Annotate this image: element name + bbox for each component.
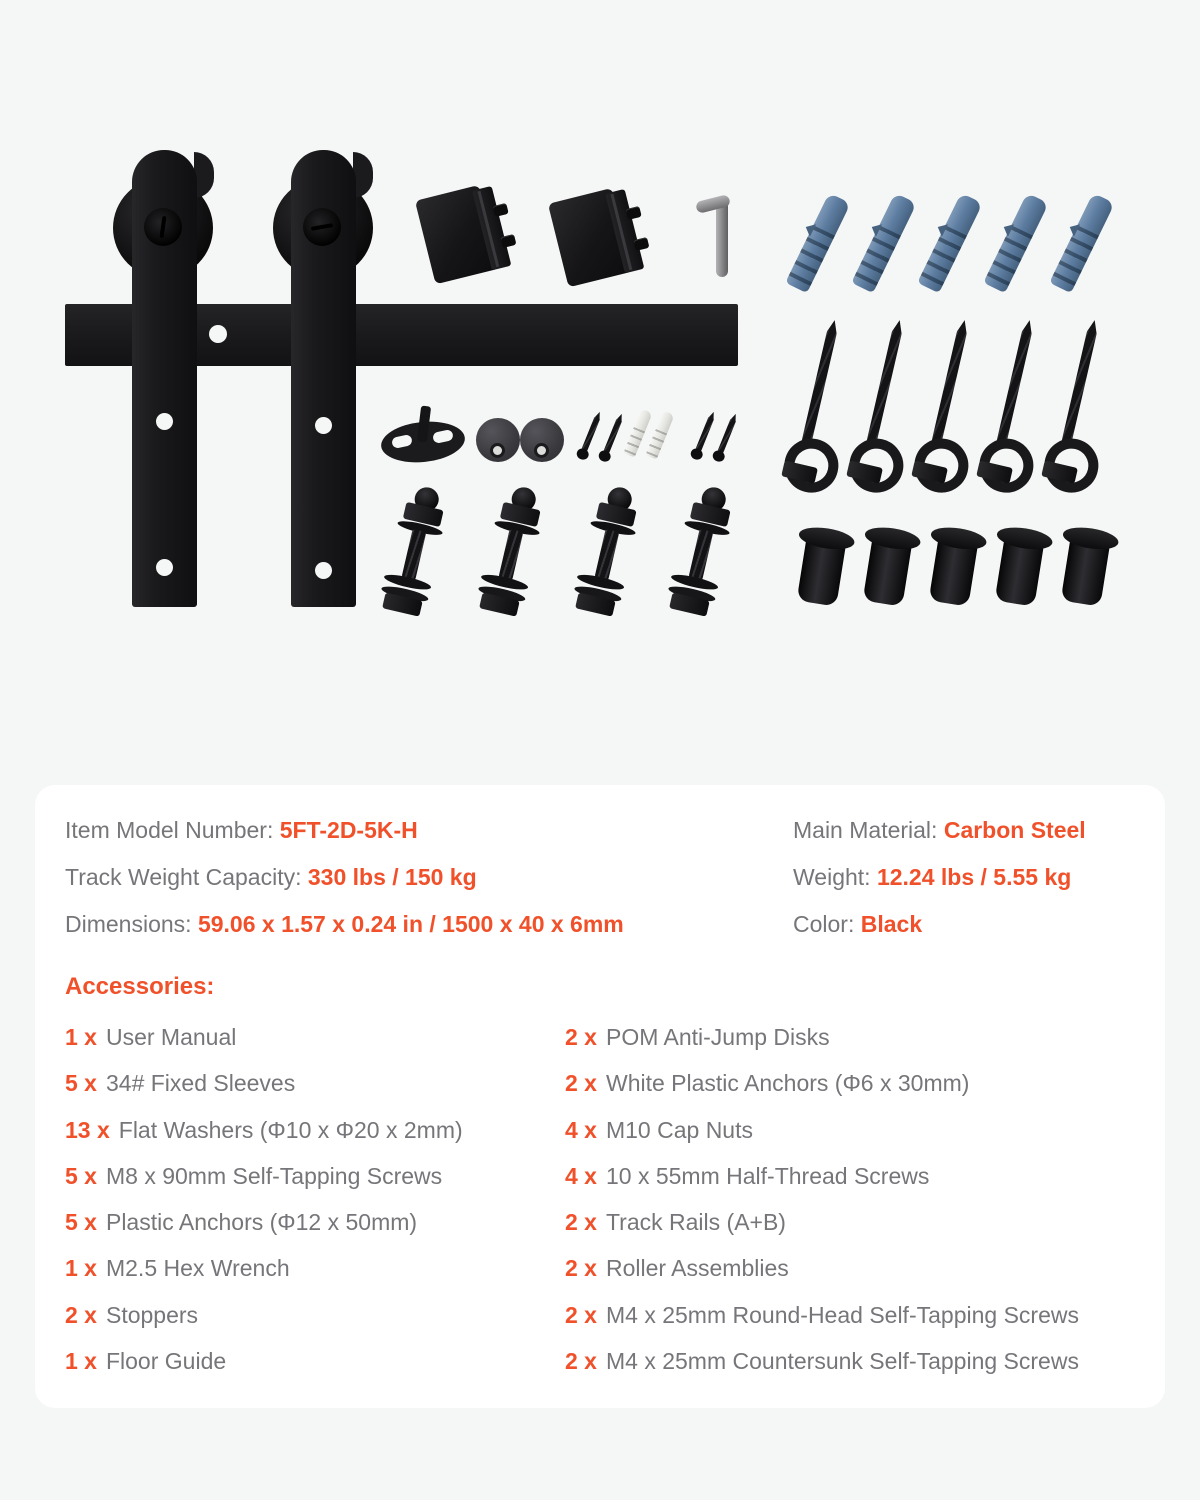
bolt-assembly-graphic [559, 480, 658, 621]
accessory-item: 5 x Plastic Anchors (Φ12 x 50mm) [65, 1209, 418, 1236]
spec-label: Item Model Number: [65, 817, 280, 843]
hanger-hook-icon [353, 152, 373, 198]
spec-value: 59.06 x 1.57 x 0.24 in / 1500 x 40 x 6mm [197, 911, 624, 937]
spec-value: Carbon Steel [943, 817, 1086, 843]
spec-row [793, 901, 1086, 948]
spec-label: Track Weight Capacity: [65, 864, 308, 890]
spec-row [793, 807, 1086, 854]
accessory-item: 2 x M4 x 25mm Round-Head Self-Tapping Screws [565, 1301, 1079, 1328]
fixed-sleeve-graphic [854, 524, 922, 612]
bolt-assembly-graphic [463, 480, 562, 621]
spec-label: Weight: [793, 864, 877, 890]
anti-jump-disk-graphic [520, 418, 564, 462]
spec-label: Main Material: [793, 817, 944, 843]
strap-hole [156, 413, 173, 430]
spec-row [65, 901, 624, 948]
floor-guide-graphic [381, 406, 465, 464]
accessory-item: 2 x Track Rails (A+B) [565, 1209, 786, 1236]
bolt-assembly-graphic [366, 480, 465, 621]
accessory-item: 5 x 34# Fixed Sleeves [65, 1070, 296, 1097]
plastic-anchor-graphic [983, 193, 1048, 293]
plastic-anchor-graphic [1049, 193, 1114, 293]
anti-jump-disk-graphic [476, 418, 520, 462]
hex-wrench-icon [716, 199, 728, 277]
accessory-item: 5 x M8 x 90mm Self-Tapping Screws [65, 1162, 443, 1189]
spec-column-left [65, 807, 624, 948]
hanger-hook-icon [194, 152, 214, 198]
accessory-item: 1 x M2.5 Hex Wrench [65, 1255, 290, 1282]
accessories-column-right [565, 1014, 1079, 1384]
fixed-sleeve-graphic [788, 524, 856, 612]
accessory-item: 2 x Stoppers [65, 1301, 199, 1328]
accessory-item: 2 x Roller Assemblies [565, 1255, 789, 1282]
spec-row [65, 807, 624, 854]
plastic-anchor-graphic [917, 193, 982, 293]
accessory-item: 2 x White Plastic Anchors (Φ6 x 30mm) [565, 1070, 970, 1097]
bolt-assembly-graphic [653, 480, 752, 621]
plastic-anchor-graphic [785, 193, 850, 293]
spec-row [65, 854, 624, 901]
spec-value: 330 lbs / 150 kg [307, 864, 477, 890]
spec-label: Color: [793, 911, 861, 937]
accessory-item: 1 x Floor Guide [65, 1348, 227, 1375]
rail-hole [209, 325, 227, 343]
accessory-item: 4 x 10 x 55mm Half-Thread Screws [565, 1162, 930, 1189]
spec-value: 5FT-2D-5K-H [279, 817, 418, 843]
stopper-graphic [548, 183, 654, 288]
fixed-sleeve-graphic [986, 524, 1054, 612]
strap-hole [315, 562, 332, 579]
spec-column-right [793, 807, 1086, 948]
axle-bolt-icon [144, 208, 182, 246]
spec-value: 12.24 lbs / 5.55 kg [876, 864, 1072, 890]
strap-hole [156, 559, 173, 576]
stopper-graphic [415, 180, 521, 285]
fixed-sleeve-graphic [920, 524, 988, 612]
accessory-item: 2 x M4 x 25mm Countersunk Self-Tapping Screws [565, 1348, 1079, 1375]
spec-row [793, 854, 1086, 901]
accessory-item: 2 x POM Anti-Jump Disks [565, 1024, 830, 1050]
strap-hole [315, 417, 332, 434]
accessory-item: 4 x M10 Cap Nuts [565, 1116, 753, 1143]
fixed-sleeve-graphic [1052, 524, 1120, 612]
spec-value: Black [860, 911, 923, 937]
accessories-heading: Accessories: [65, 973, 215, 1000]
axle-bolt-icon [303, 208, 341, 246]
accessories-column-left [65, 1014, 463, 1384]
accessory-item: 1 x User Manual [65, 1024, 237, 1050]
plastic-anchor-graphic [851, 193, 916, 293]
spec-card [35, 785, 1165, 1408]
spec-label: Dimensions: [65, 911, 198, 937]
accessory-item: 13 x Flat Washers (Φ10 x Φ20 x 2mm) [65, 1116, 463, 1143]
